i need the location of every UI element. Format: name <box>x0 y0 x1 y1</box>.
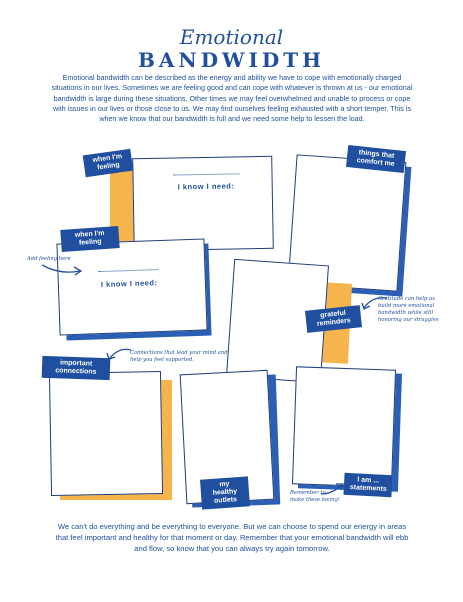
know-label: I know I need: <box>100 278 158 290</box>
closing-paragraph: We can't do everything and be everything to everyone. But we can choose to spend our energy in areas that feel important and healthy for that moment or day. Remember that your emotional bandwidth will ebb and flow, so know that you can always try again tomorrow. <box>55 522 409 553</box>
intro-paragraph: Emotional bandwidth can be described as the energy and ability we have to cope with emotionally charged situations in our lives. Sometimes we are feeling good and can cope with whatever is thrown at us - our emotional bandwidth is large during these situations. Other times we may feel overwhelmed and unable to process or cope with issues in our lives or those close to us. We may find ourselves feeling exhausted with a short temper. This is when we know that our bandwidth is full and we need some help to lessen the load. <box>51 73 413 124</box>
card-statements <box>292 366 396 487</box>
arrow-icon <box>40 262 85 276</box>
note-add-feeling: Add feeling here <box>27 256 71 262</box>
tag-when-feeling-2: when I'm feeling <box>60 226 119 252</box>
tag-when-feeling-1: when I'm feeling <box>83 149 134 177</box>
page-title: BANDWIDTH <box>138 48 325 72</box>
tag-healthy: my healthy outlets <box>200 476 250 509</box>
tag-things-comfort: things that comfort me <box>346 145 406 173</box>
tag-connections: important connections <box>42 356 111 380</box>
dotted-line <box>173 173 239 175</box>
note-gratitude: Gratitude can help us build more emotional bandwidth while still honoring our struggles <box>378 296 439 323</box>
card-when-feeling-1 <box>132 156 274 251</box>
dotted-line <box>98 269 158 272</box>
note-connections: Connections that lead your mind and help you feel supported. <box>130 350 228 363</box>
arrow-icon <box>104 344 134 364</box>
card-connections <box>49 371 163 496</box>
note-remember: Remember to make these loving! <box>290 490 340 503</box>
arrow-icon <box>318 480 346 498</box>
card-when-feeling-2 <box>56 238 207 335</box>
tag-grateful: grateful reminders <box>305 305 362 333</box>
know-label: I know I need: <box>177 181 235 192</box>
script-title: Emotional <box>179 25 284 49</box>
tag-statements: I am ... statements <box>343 473 392 497</box>
